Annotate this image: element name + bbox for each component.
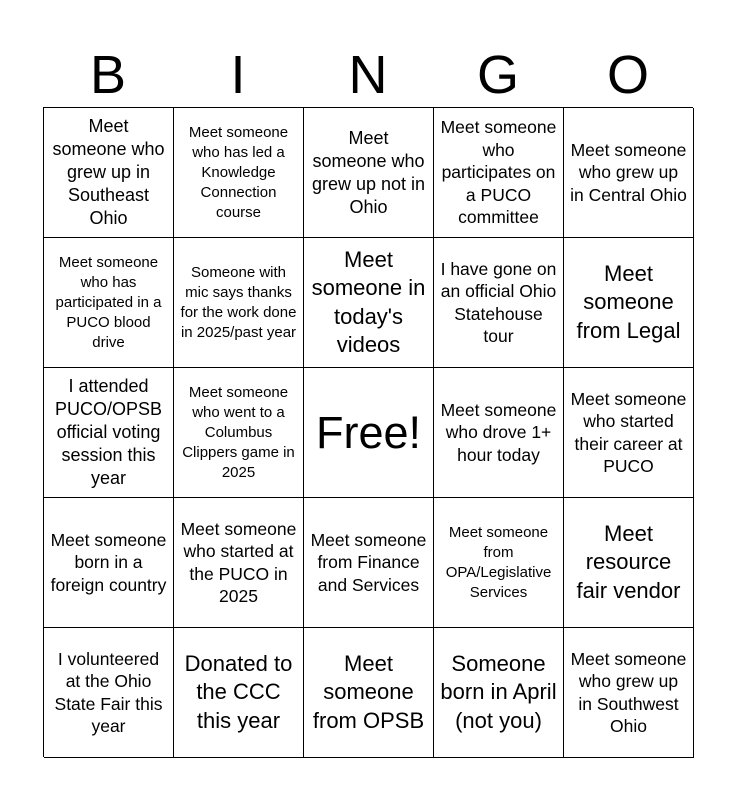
- cell-text: Meet someone who grew up in Southeast Ohio: [52, 116, 165, 228]
- cell-text: Meet someone from OPSB: [312, 650, 425, 733]
- cell-text: Meet someone who has led a Knowledge Connection course: [188, 123, 289, 221]
- bingo-cell-r4c4[interactable]: [434, 498, 564, 628]
- bingo-cell-r4c3[interactable]: [304, 498, 434, 628]
- cell-text: I attended PUCO/OPSB official voting session this year: [54, 376, 163, 488]
- cell-text: I volunteered at the Ohio State Fair this year: [54, 648, 163, 736]
- bingo-cell-r2c1[interactable]: [44, 238, 174, 368]
- bingo-cell-r5c4[interactable]: [434, 628, 564, 758]
- cell-text: Meet someone who has participated in a PUCO blood drive: [55, 253, 162, 351]
- bingo-cell-r2c4[interactable]: [434, 238, 564, 368]
- cell-text: Someone born in April (not you): [440, 650, 557, 733]
- cell-text: I have gone on an official Ohio Statehouse tour: [440, 258, 557, 346]
- bingo-cell-r3c2[interactable]: [174, 368, 304, 498]
- cell-text: Meet someone who grew up in Central Ohio: [570, 139, 687, 205]
- cell-text: Donated to the CCC this year: [184, 650, 293, 733]
- cell-text: Someone with mic says thanks for the work done in 2025/past year: [180, 263, 297, 341]
- cell-text: Meet someone who drove 1+ hour today: [440, 399, 557, 465]
- cell-text: Meet resource fair vendor: [576, 520, 681, 603]
- bingo-cell-r3c4[interactable]: [434, 368, 564, 498]
- cell-text: Meet someone who participates on a PUCO committee: [440, 117, 557, 228]
- bingo-cell-r1c4[interactable]: [434, 108, 564, 238]
- cell-text: Meet someone who started at the PUCO in 2025: [180, 518, 297, 606]
- header-letter-g: G: [476, 45, 519, 105]
- bingo-cell-r3c5[interactable]: [564, 368, 694, 498]
- bingo-board: [43, 107, 693, 757]
- bingo-cell-r5c5[interactable]: [564, 628, 694, 758]
- cell-text: Meet someone born in a foreign country: [50, 529, 167, 595]
- bingo-cell-r5c3[interactable]: [304, 628, 434, 758]
- bingo-cell-r5c2[interactable]: [174, 628, 304, 758]
- bingo-cell-free[interactable]: [304, 368, 434, 498]
- bingo-cell-r2c5[interactable]: [564, 238, 694, 368]
- bingo-cell-r4c1[interactable]: [44, 498, 174, 628]
- cell-text: Free!: [315, 407, 422, 458]
- bingo-cell-r1c5[interactable]: [564, 108, 694, 238]
- bingo-cell-r5c1[interactable]: [44, 628, 174, 758]
- cell-text: Meet someone from OPA/Legislative Services: [445, 523, 552, 601]
- cell-text: Meet someone who started their career at PUCO: [570, 388, 687, 476]
- bingo-cell-r1c2[interactable]: [174, 108, 304, 238]
- cell-text: Meet someone in today's videos: [311, 246, 426, 357]
- cell-text: Meet someone who went to a Columbus Clippers game in 2025: [182, 383, 295, 481]
- bingo-cell-r2c2[interactable]: [174, 238, 304, 368]
- bingo-cell-r4c2[interactable]: [174, 498, 304, 628]
- bingo-cell-r3c1[interactable]: [44, 368, 174, 498]
- header-letter-b: B: [89, 45, 127, 105]
- header-letter-i: I: [230, 45, 246, 105]
- cell-text: Meet someone who grew up in Southwest Ohio: [570, 648, 687, 736]
- bingo-header: [43, 42, 693, 108]
- bingo-cell-r1c3[interactable]: [304, 108, 434, 238]
- cell-text: Meet someone who grew up not in Ohio: [311, 127, 426, 217]
- cell-text: Meet someone from Legal: [576, 260, 681, 343]
- bingo-cell-r4c5[interactable]: [564, 498, 694, 628]
- bingo-cell-r1c1[interactable]: [44, 108, 174, 238]
- header-letter-n: N: [348, 45, 388, 105]
- bingo-cell-r2c3[interactable]: [304, 238, 434, 368]
- header-letter-o: O: [606, 45, 649, 105]
- cell-text: Meet someone from Finance and Services: [310, 529, 427, 595]
